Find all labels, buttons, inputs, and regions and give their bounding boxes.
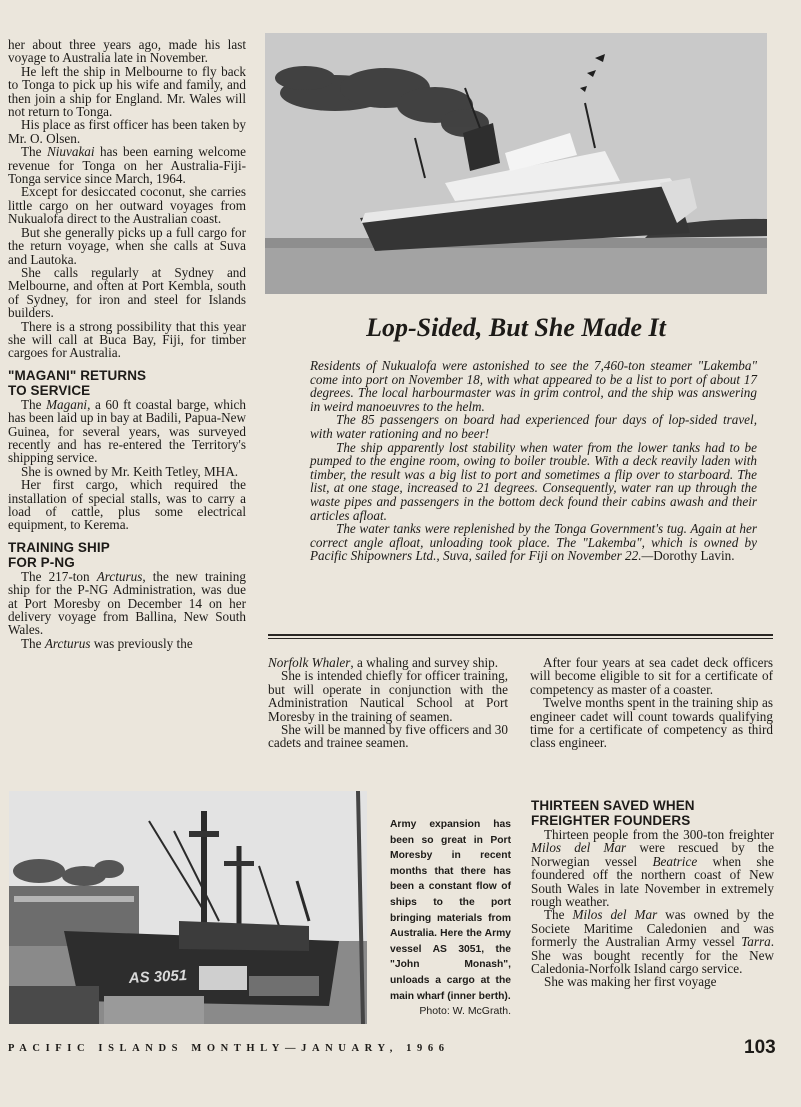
paragraph: The ship apparently lost stability when water from the lower tanks had to be pumped to the engine room, owing to boiler trouble. With a deck reavily laden with timber, the result was a big list to port and sometimes a flip over to starboard. The list, at one stage, increased to 21 degrees. Consequently, water ran up through the waste pipes and passengers in the bottom deck found their cabins awash and their articles afloat.: [310, 439, 757, 523]
paragraph: She is owned by Mr. Keith Tetley, MHA.: [21, 463, 239, 479]
paragraph: After four years at sea cadet deck officers will become eligible to sit for a certificate of competency as master of a coaster.: [530, 655, 773, 697]
middle-column: [268, 656, 508, 750]
paragraph: Norfolk Whaler, a whaling and survey ship.: [268, 655, 499, 670]
photo-credit: Photo: W. McGrath.: [419, 1005, 511, 1018]
wharf-photo: [9, 791, 367, 1024]
section-divider: [268, 634, 773, 636]
paragraph: The water tanks were replenished by the Tonga Government's tug. Again at her correct angle afloat, unloading took place. The "Lakemba", which is owned by Pacific Shipowners Ltd., Suva, sailed for Fiji on November 22.—Dorothy Lavin.: [310, 521, 757, 564]
paragraph: But she generally picks up a full cargo for the return voyage, when she calls at Suva and Lautoka.: [8, 224, 246, 267]
paragraph: She calls regularly at Sydney and Melbourne, and often at Port Kembla, south of Sydney, for iron and steel for Islands builders.: [8, 264, 246, 321]
paragraph: The 217-ton Arcturus, the new training ship for the P-NG Administration, was due at Port Moresby on December 14 on her delivery voyage from Ballina, New South Wales.: [8, 568, 246, 638]
steamer-photo: [265, 33, 767, 294]
left-column: [8, 38, 246, 650]
steamer-illustration: [265, 33, 767, 294]
paragraph: her about three years ago, made his last voyage to Australia late in November.: [8, 37, 246, 66]
wharf-illustration: [9, 791, 367, 1024]
caption-text: Army expansion has been so great in Port Moresby in recent months that there has been a constant flow of ships to the port bringing materials from Australia. Here the Army vessel AS 3051, the "John Monash", unloads a cargo at the main wharf (inner berth).: [390, 819, 511, 1002]
section-divider: [268, 638, 773, 639]
feature-headline: Lop-Sided, But She Made It: [366, 313, 666, 342]
paragraph: His place as first officer has been taken by Mr. O. Olsen.: [8, 117, 246, 146]
paragraph: The Niuvakai has been earning welcome revenue for Tonga on her Australia-Fiji-Tonga service since March, 1964.: [8, 144, 246, 187]
second-middle-column: [530, 656, 773, 750]
paragraph: She was making her first voyage: [544, 974, 717, 990]
section-heading-training: TRAINING SHIP FOR P-NG: [8, 539, 110, 570]
running-footer: PACIFIC ISLANDS MONTHLY—JANUARY, 1966: [8, 1043, 450, 1054]
paragraph: Twelve months spent in the training ship as engineer cadet will count towards qualifying time for a certificate of competency as third class engineer.: [530, 695, 773, 751]
photo-caption: [390, 817, 511, 1020]
section-heading-freighter: THIRTEEN SAVED WHEN FREIGHTER FOUNDERS: [531, 798, 695, 828]
paragraph: Thirteen people from the 300-ton freighter Milos del Mar were rescued by the Norwegian vessel Beatrice when she foundered off the northern coast of New South Wales in late November in extremely rough weather.: [531, 827, 774, 910]
paragraph: Residents of Nukualofa were astonished to see the 7,460-ton steamer "Lakemba" come into port on November 18, with what appeared to be a list to port of about 17 degrees. The local harbourmaster was in grim control, and the ship was answering in weird manoeuvres to the helm.: [310, 358, 757, 414]
feature-story: [310, 359, 757, 563]
paragraph: She is intended chiefly for officer training, but will operate in conjunction with the Administration Nautical School at Port Moresby in the training of seamen.: [268, 668, 508, 724]
paragraph: The Milos del Mar was owned by the Societe Maritime Caledonien and was formerly the Australian Army vessel Tarra. She was bought recently for the New Caledonia-Norfolk Island cargo service.: [531, 907, 774, 977]
section-heading-magani: "MAGANI" RETURNS TO SERVICE: [8, 367, 147, 398]
paragraph: The Arcturus was previously the: [21, 635, 193, 651]
hull-marking: AS 3051: [128, 966, 188, 987]
paragraph: There is a strong possibility that this year she will call at Buca Bay, Fiji, for timber cargoes for Australia.: [8, 318, 246, 361]
page-number: 103: [744, 1037, 776, 1058]
right-column: [531, 798, 774, 989]
paragraph: She will be manned by five officers and 30 cadets and trainee seamen.: [268, 722, 508, 751]
paragraph: The Magani, a 60 ft coastal barge, which has been laid up in bay at Badili, Papua-New Guinea, for several years, was surveyed recently and has re-entered the Territory's shipping service.: [8, 396, 246, 466]
paragraph: Except for desiccated coconut, she carries little cargo on her outward voyages from Nukualofa direct to the Australian coast.: [8, 184, 246, 227]
byline: Dorothy Lavin.: [653, 548, 735, 564]
paragraph: Her first cargo, which required the installation of special stalls, was to carry a load of cattle, plus some electrical equipment, to Kerema.: [8, 477, 246, 533]
paragraph: The 85 passengers on board had experienced four days of lop-sided travel, with water rationing and no beer!: [310, 412, 757, 441]
paragraph: He left the ship in Melbourne to fly back to Tonga to pick up his wife and family, and then join a ship for England. Mr. Wales will not return to Tonga.: [8, 63, 246, 120]
